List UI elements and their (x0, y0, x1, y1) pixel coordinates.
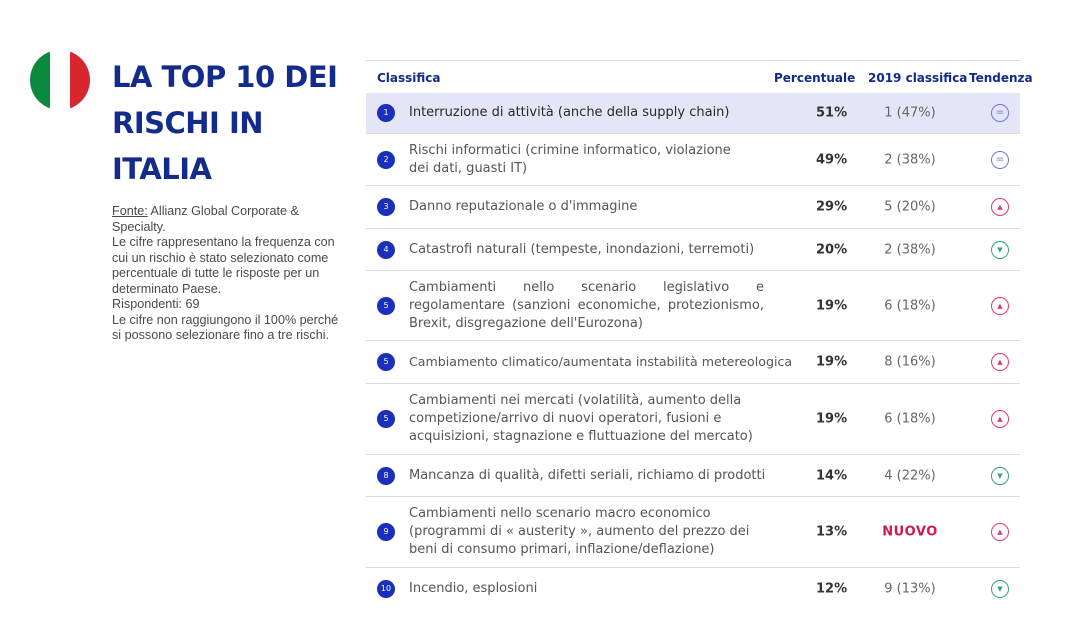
rank-2019: 2 (38%) (884, 242, 936, 257)
table-row (366, 568, 1020, 610)
risk-label: Cambiamenti nello scenario legislativo e regolamentare (sanzioni economiche, protezionismo, Brexit, disgregazione dell'Eurozona) (409, 279, 764, 331)
rank-badge: 5 (377, 353, 395, 371)
source-line-1: Le cifre rappresentano la frequenza con cui un rischio è stato selezionato come percentuale di tutte le risposte per un determinato Paese. (112, 235, 335, 296)
risk-label: Cambiamenti nello scenario macro economico (programmi di « austerity », aumento del prezzo dei beni di consumo primari, inflazione/deflazione) (409, 506, 750, 557)
trend-equal-icon: = (991, 104, 1009, 122)
risk-label: Catastrofi naturali (tempeste, inondazioni, terremoti) (409, 241, 755, 257)
table-row (366, 341, 1020, 384)
risk-percentage: 14% (816, 468, 848, 483)
table-header (366, 60, 1033, 93)
rank-badge: 2 (377, 151, 395, 169)
trend-up-icon: ▲ (991, 353, 1009, 371)
rank-badge: 3 (377, 198, 395, 216)
rank-2019: 6 (18%) (884, 411, 936, 427)
risk-percentage: 13% (816, 524, 848, 540)
source-label: Fonte: (112, 204, 148, 218)
source-text: Allianz Global Corporate & Specialty. (112, 204, 299, 234)
risk-percentage: 12% (816, 581, 848, 597)
risk-label: Interruzione di attività (anche della supply chain) (409, 105, 730, 120)
risk-percentage: 20% (816, 242, 848, 257)
rank-2019: 6 (18%) (884, 298, 936, 313)
trend-up-icon: ▲ (991, 297, 1009, 315)
rank-2019-new-badge: NUOVO (882, 524, 938, 540)
risk-label: Incendio, esplosioni (409, 581, 538, 596)
rank-badge: 4 (377, 241, 395, 259)
trend-equal-icon: = (991, 151, 1009, 169)
rank-badge: 8 (377, 467, 395, 485)
trend-up-icon: ▲ (991, 523, 1009, 541)
table-row (366, 134, 1020, 186)
rank-2019: 4 (22%) (884, 468, 936, 483)
source-line-3: Le cifre non raggiungono il 100% perché si possono selezionare fino a tre rischi. (112, 312, 339, 342)
risk-label: Cambiamenti nei mercati (volatilità, aumento della competizione/arrivo di nuovi operatori, fusioni e acquisizioni, stagnazione e fluttuazione del mercato) (409, 393, 753, 444)
rank-badge: 5 (377, 297, 395, 315)
table-row (366, 271, 1020, 341)
table-row (366, 384, 1020, 455)
table-row (366, 186, 1020, 229)
table-row (366, 93, 1020, 134)
risk-percentage: 29% (816, 199, 848, 215)
risk-label: Cambiamento climatico/aumentata instabilità metereologica (409, 354, 793, 369)
header-percentage: Percentuale (774, 71, 856, 85)
risk-percentage: 51% (816, 105, 848, 121)
rank-2019: 2 (38%) (884, 152, 936, 167)
risk-label: Danno reputazionale o d'immagine (409, 199, 638, 214)
rank-badge: 1 (377, 104, 395, 122)
risk-table (366, 60, 1033, 610)
source-line-2: Rispondenti: 69 (112, 297, 200, 311)
trend-down-icon: ▼ (991, 241, 1009, 259)
trend-down-icon: ▼ (991, 580, 1009, 598)
risk-label: Rischi informatici (crimine informatico, violazione dei dati, guasti IT) (409, 142, 731, 176)
header-trend: Tendenza (969, 71, 1033, 85)
source-note (112, 204, 340, 344)
page-title: LA TOP 10 DEI RISCHI IN ITALIA (112, 60, 338, 186)
rank-badge: 9 (377, 523, 395, 541)
rank-2019: 5 (20%) (884, 199, 936, 215)
rank-2019: 8 (16%) (884, 354, 936, 370)
header-2019-rank: 2019 classifica (868, 71, 968, 85)
trend-up-icon: ▲ (991, 198, 1009, 216)
table-row (366, 455, 1020, 497)
rank-badge: 10 (377, 580, 395, 598)
header-rank: Classifica (377, 71, 441, 85)
risk-label: Mancanza di qualità, difetti seriali, richiamo di prodotti (409, 467, 766, 483)
risk-percentage: 19% (816, 411, 848, 427)
trend-up-icon: ▲ (991, 410, 1009, 428)
table-row (366, 497, 1020, 568)
risk-percentage: 19% (816, 298, 848, 313)
table-row (366, 229, 1020, 271)
rank-2019: 1 (47%) (884, 105, 936, 121)
rank-2019: 9 (13%) (884, 581, 936, 597)
risk-percentage: 19% (816, 354, 848, 370)
italy-flag-icon (30, 50, 90, 110)
rank-badge: 5 (377, 410, 395, 428)
risk-percentage: 49% (816, 152, 848, 167)
trend-down-icon: ▼ (991, 467, 1009, 485)
